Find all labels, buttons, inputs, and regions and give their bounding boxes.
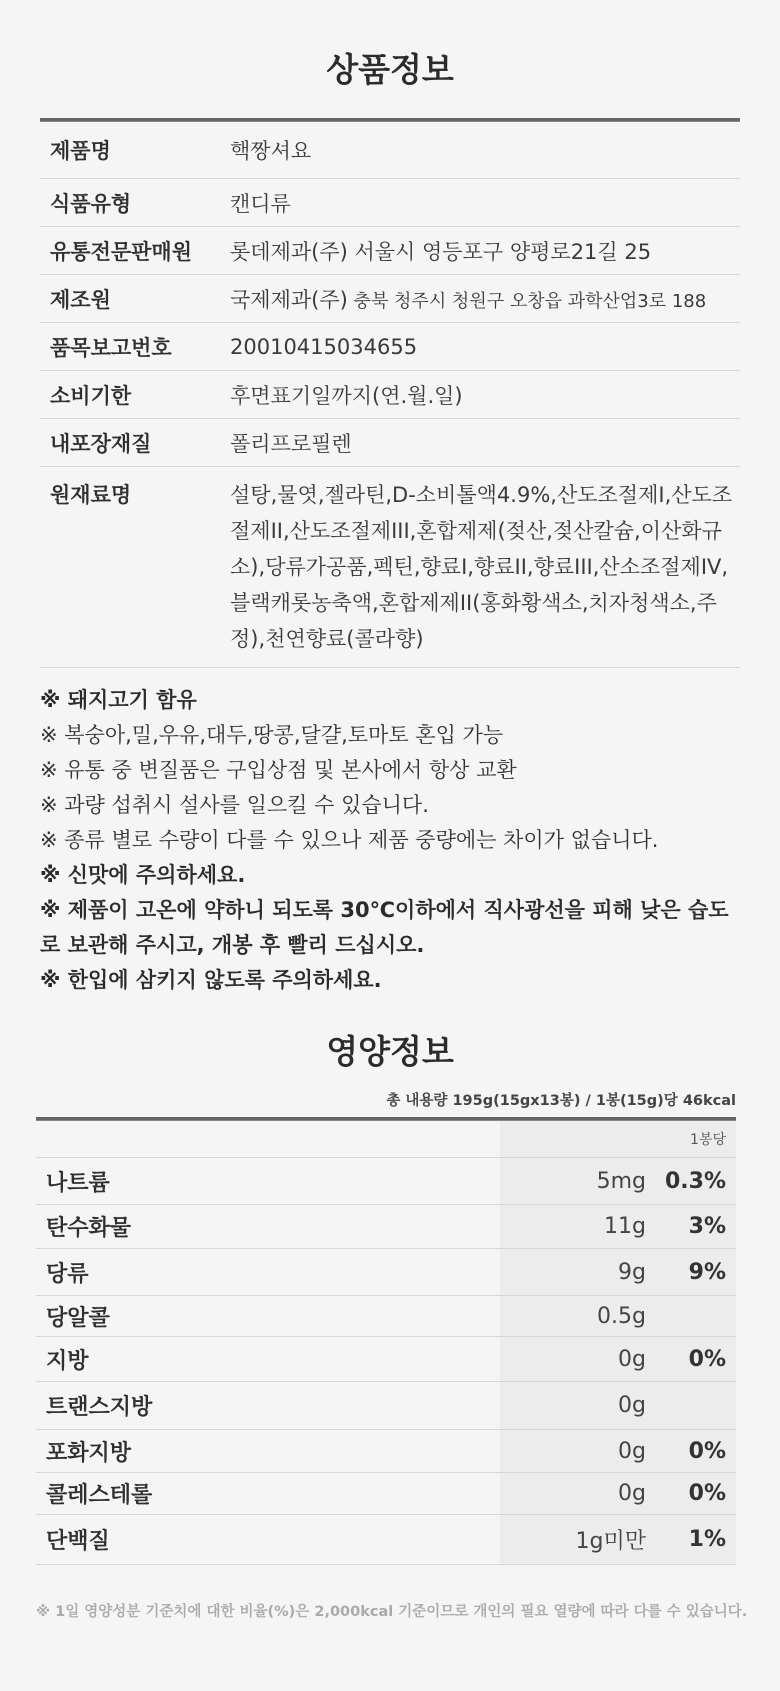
info-value: 캔디류: [230, 191, 291, 216]
nutrition-footnote: ※ 1일 영양성분 기준치에 대한 비율(%)은 2,000kcal 기준이므로 개인의 필요 열량에 따라 다를 수 있습니다.: [36, 1604, 748, 1620]
nutrition-rows: [36, 1158, 736, 1565]
nutrient-percent: [660, 1296, 736, 1336]
note-line: ※ 제품이 고온에 약하니 되도록 30℃이하에서 직사광선을 피해 낮은 습도로 보관해 주시고, 개봉 후 빨리 드십시오.: [40, 898, 729, 957]
nutrient-name: 단백질: [46, 1529, 110, 1554]
note-line: ※ 유통 중 변질품은 구입상점 및 본사에서 항상 교환: [40, 758, 517, 782]
info-row-packaging: [40, 419, 740, 467]
nutrient-name: 지방: [46, 1348, 89, 1374]
nutrition-row: [36, 1473, 736, 1515]
manufacturer-address: 충북 청주시 청원구 오창읍 과학산업3로 188: [347, 290, 707, 312]
nutrient-name: 탄수화물: [46, 1216, 132, 1241]
info-label: 내포장재질: [50, 431, 152, 456]
info-label: 식품유형: [50, 191, 132, 216]
nutrient-amount: 11g: [500, 1205, 660, 1248]
info-value: 후면표기일까지(연.월.일): [230, 383, 463, 408]
product-info-table: [40, 118, 740, 668]
nutrient-percent: 9%: [660, 1249, 736, 1295]
info-row-expiry: [40, 371, 740, 419]
info-label: 원재료명: [50, 483, 132, 507]
nutrient-amount: 5mg: [500, 1158, 660, 1204]
nutrition-row: [36, 1337, 736, 1382]
nutrient-amount: 0.5g: [500, 1296, 660, 1336]
nutrient-name: 트랜스지방: [46, 1395, 153, 1420]
nutrient-amount: 0g: [500, 1430, 660, 1472]
info-label: 유통전문판매원: [50, 239, 193, 264]
header-per-serving: 1봉당: [660, 1121, 736, 1157]
note-line: ※ 복숭아,밀,우유,대두,땅콩,달걀,토마토 혼입 가능: [40, 723, 504, 747]
manufacturer-name: 국제제과(주): [230, 287, 348, 312]
caution-notes: [40, 683, 740, 998]
info-row-ingredients: [40, 467, 740, 668]
nutrition-row: [36, 1158, 736, 1205]
nutrient-percent: 1%: [660, 1515, 736, 1564]
nutrition-row: [36, 1382, 736, 1430]
nutrient-amount: 1g미만: [500, 1515, 660, 1564]
nutrient-amount: 0g: [500, 1473, 660, 1514]
note-line: ※ 한입에 삼키지 않도록 주의하세요.: [40, 968, 382, 992]
note-line: ※ 신맛에 주의하세요.: [40, 863, 246, 887]
info-row-manufacturer: [40, 275, 740, 323]
note-line: ※ 과량 섭취시 설사를 일으킬 수 있습니다.: [40, 793, 429, 817]
nutrient-name: 당알콜: [46, 1305, 110, 1331]
nutrient-percent: [660, 1382, 736, 1429]
nutrition-title: 영양정보: [326, 1032, 454, 1071]
note-line: ※ 종류 별로 수량이 다를 수 있으나 제품 중량에는 차이가 없습니다.: [40, 828, 659, 852]
nutrient-amount: 9g: [500, 1249, 660, 1295]
info-label: 제조원: [50, 287, 111, 312]
info-row-distributor: [40, 227, 740, 275]
info-label: 소비기한: [50, 383, 132, 408]
nutrient-amount: 0g: [500, 1337, 660, 1381]
nutrient-percent: 0%: [660, 1473, 736, 1514]
info-row-report-number: [40, 323, 740, 371]
info-value: [230, 284, 740, 314]
info-label: 제품명: [50, 139, 111, 163]
info-value: 롯데제과(주) 서울시 영등포구 양평로21길 25: [230, 239, 652, 264]
nutrient-name: 당류: [46, 1261, 89, 1287]
info-value: 20010415034655: [230, 334, 418, 359]
nutrient-percent: 0%: [660, 1430, 736, 1472]
nutrient-percent: 3%: [660, 1205, 736, 1248]
product-info-title: 상품정보: [326, 50, 454, 89]
nutrition-row: [36, 1205, 736, 1249]
note-line: ※ 돼지고기 함유: [40, 688, 197, 712]
nutrition-table: [36, 1117, 736, 1565]
nutrient-percent: 0%: [660, 1337, 736, 1381]
nutrient-name: 나트륨: [46, 1170, 110, 1196]
info-row-product-name: [40, 122, 740, 179]
serving-size: 총 내용량 195g(15gx13봉) / 1봉(15g)당 46kcal: [386, 1093, 736, 1109]
nutrition-header-row: [36, 1121, 736, 1158]
header-blank: [36, 1121, 500, 1157]
nutrient-amount: 0g: [500, 1382, 660, 1429]
info-row-food-type: [40, 179, 740, 227]
nutrient-percent: 0.3%: [660, 1158, 736, 1204]
nutrition-row: [36, 1249, 736, 1296]
header-amount: [500, 1121, 660, 1157]
nutrition-row: [36, 1430, 736, 1473]
nutrition-row: [36, 1296, 736, 1337]
info-value: 설탕,물엿,젤라틴,D-소비톨액4.9%,산도조절제I,산도조절제II,산도조절제III,혼합제제(젖산,젖산칼슘,이산화규소),당류가공품,펙틴,향료I,향료II,향료III,산소조절제IV,블랙캐롯농축액,혼합제제II(홍화황색소,치자청색소,주정),천연향료(콜라향): [230, 483, 733, 651]
nutrition-row: [36, 1515, 736, 1565]
info-label: 품목보고번호: [50, 335, 172, 360]
info-value: 폴리프로필렌: [230, 431, 352, 456]
nutrient-name: 콜레스테롤: [46, 1483, 153, 1508]
info-value: 핵짱셔요: [230, 139, 312, 163]
nutrient-name: 포화지방: [46, 1440, 132, 1466]
